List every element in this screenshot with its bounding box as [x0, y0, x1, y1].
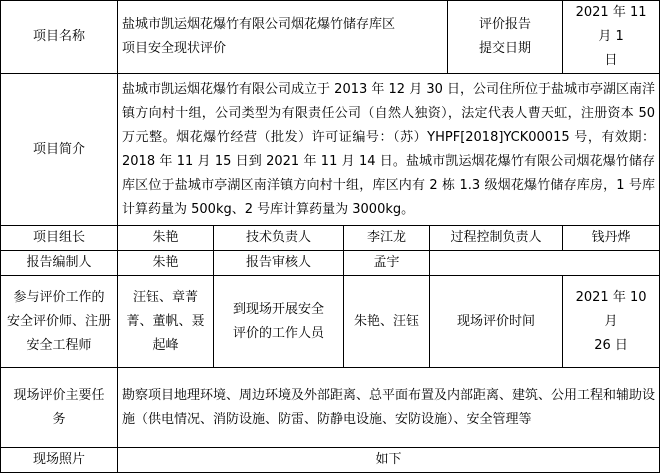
tasks-label [1, 368, 118, 448]
project-name-line-2: 项目安全现状评价 [122, 41, 227, 56]
evaluators-names-line-3: 起峰 [152, 337, 179, 353]
site-eval-time-line-1: 2021 年 10 月 [575, 289, 647, 329]
tasks-label-line-2: 务 [52, 411, 66, 427]
evaluators-label-line-1: 参与评价工作的 [13, 289, 105, 305]
site-eval-time-line-2: 26 日 [594, 337, 628, 353]
report-date-value [563, 1, 660, 74]
project-intro-label: 项目简介 [1, 74, 118, 226]
report-writer-label: 报告编制人 [1, 251, 118, 276]
report-date-value-line-1: 2021 年 11 月 1 [575, 5, 647, 44]
evaluators-label-line-3: 安全工程师 [26, 337, 92, 353]
project-intro-text: 盐城市凯运烟花爆竹有限公司成立于 2013 年 12 月 30 日，公司住所位于盐城市亭湖区南洋镇方向村十组，公司类型为有限责任公司（自然人独资），法定代表人曹天虹，注册资本 50 万元整。烟花爆竹经营（批发）许可证编号：（苏）YHPF[2018]YCK00015 号，有效期：2018 年 11 月 15 日到 2021 年 11 月 14 日。盐城市凯运烟花爆竹有限公司烟花爆竹储存库区位于盐城市亭湖区南洋镇方向村十组，库区内有 2 栋 1.3 级烟花爆竹储存库房，1 号库计算药量为 500kg、2 号库计算药量为 3000kg。 [118, 74, 660, 226]
process-control-label: 过程控制负责人 [430, 226, 563, 251]
report-date-label-line-2: 提交日期 [479, 41, 532, 56]
evaluators-names-line-1: 汪钰、章菁 [132, 289, 198, 305]
tech-lead-value: 李江龙 [344, 226, 430, 251]
report-date-label [448, 1, 563, 74]
report-writer-value: 朱艳 [118, 251, 214, 276]
empty-cell [430, 251, 660, 276]
leader-label: 项目组长 [1, 226, 118, 251]
site-eval-time-label: 现场评价时间 [430, 276, 563, 368]
leader-value: 朱艳 [118, 226, 214, 251]
project-name-value [118, 1, 448, 74]
site-staff-label-line-2: 评价的工作人员 [232, 325, 324, 341]
site-staff-label-line-1: 到现场开展安全 [232, 301, 324, 317]
site-eval-time-value [563, 276, 660, 368]
report-reviewer-label: 报告审核人 [214, 251, 344, 276]
evaluators-names-line-2: 菁、董帆、聂 [126, 313, 205, 329]
report-reviewer-value: 孟宇 [344, 251, 430, 276]
photos-label: 现场照片 [1, 448, 118, 473]
site-staff-names: 朱艳、汪钰 [344, 276, 430, 368]
evaluators-label [1, 276, 118, 368]
project-name-line-1: 盐城市凯运烟花爆竹有限公司烟花爆竹储存库区 [122, 17, 396, 32]
process-control-value: 钱丹烨 [563, 226, 660, 251]
report-date-value-line-2: 日 [604, 53, 618, 68]
tech-lead-label: 技术负责人 [214, 226, 344, 251]
tasks-text: 勘察项目地理环境、周边环境及外部距离、总平面布置及内部距离、建筑、公用工程和辅助设施（供电情况、消防设施、防雷、防静电设施、安防设施）、安全管理等 [118, 368, 660, 448]
evaluators-label-line-2: 安全评价师、注册 [6, 313, 111, 329]
tasks-label-line-1: 现场评价主要任 [13, 387, 105, 403]
site-staff-label [214, 276, 344, 368]
report-date-label-line-1: 评价报告 [479, 17, 532, 32]
project-name-label: 项目名称 [1, 1, 118, 74]
photos-value: 如下 [118, 448, 660, 473]
evaluators-names [118, 276, 214, 368]
